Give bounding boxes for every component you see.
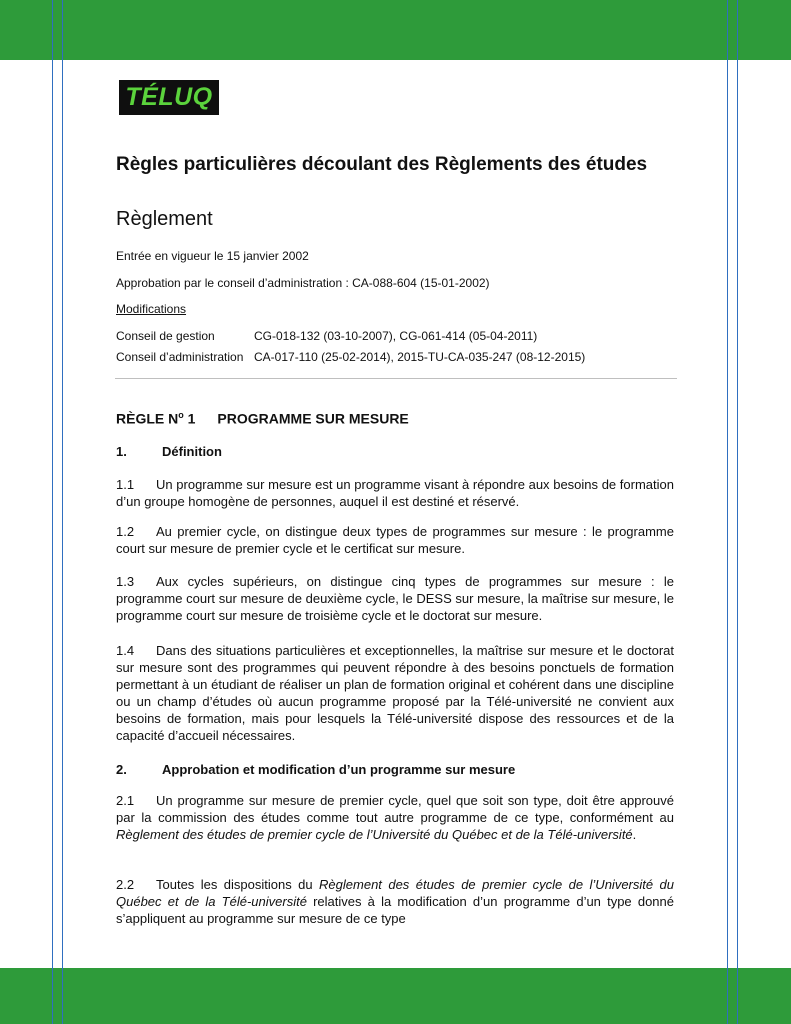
section-title: Définition xyxy=(162,444,222,459)
rule-number: 1 xyxy=(187,410,196,427)
modification-value: CG-018-132 (03-10-2007), CG-061-414 (05-04-2011) xyxy=(254,329,538,343)
horizontal-rule xyxy=(115,378,677,379)
modifications-title: Modifications xyxy=(116,302,187,316)
paragraph-number: 2.1 xyxy=(116,793,135,808)
paragraph-1-2 xyxy=(116,523,674,557)
modification-value: CA-017-110 (25-02-2014), 2015-TU-CA-035-247 (08-12-2015) xyxy=(254,350,586,364)
paragraph-number: 2.2 xyxy=(116,877,135,892)
paragraph-text-end: . xyxy=(632,827,637,842)
paragraph-text: Aux cycles supérieurs, on distingue cinq types de programmes sur mesure : le programme court sur mesure de deuxième cycle, le DESS sur mesure, la maîtrise sur mesure, le programme court sur mesure de troisième cycle et le doctorat sur mesure. xyxy=(116,574,674,623)
top-green-band xyxy=(0,0,791,60)
regulation-title: Règlement des études de premier cycle de l’Université du Québec et de la Télé-université xyxy=(116,877,674,909)
paragraph-text-end: relatives à la modification d’un programme d’un type donné s’appliquent au programme sur mesure de ce type xyxy=(116,894,674,926)
logo-text: TÉLUQ xyxy=(125,83,213,111)
rule-heading xyxy=(116,410,409,427)
rule-sup: o xyxy=(178,410,184,420)
paragraph-1-3 xyxy=(116,573,674,624)
paragraph-text: Un programme sur mesure est un programme visant à répondre aux besoins de formation d’un groupe homogène de personnes, auquel il est destiné et réservé. xyxy=(116,477,674,509)
paragraph-text: Dans des situations particulières et exceptionnelles, la maîtrise sur mesure et le doctorat sur mesure sont des programmes qui peuvent répondre à des besoins ponctuels de formation permettant à un étudiant de réaliser un plan de formation original et cohérent dans une discipline ou un champ d’études où aucun programme proposé par la Télé-université ne convient aux besoins de formation, mais pour lesquels la Télé-université dispose des ressources et de la capacité d’accueil nécessaires. xyxy=(116,643,674,743)
section-number: 2. xyxy=(116,762,127,777)
effective-date: Entrée en vigueur le 15 janvier 2002 xyxy=(116,249,309,263)
rule-title: PROGRAMME SUR MESURE xyxy=(217,410,409,427)
section-heading-2 xyxy=(116,762,515,777)
rule-prefix: RÈGLE N xyxy=(116,410,179,427)
modification-label: Conseil d’administration xyxy=(116,350,244,364)
margin-line-left-inner xyxy=(62,0,63,1024)
margin-line-right-outer xyxy=(737,0,738,1024)
paragraph-text: Au premier cycle, on distingue deux types de programmes sur mesure : le programme court sur mesure de premier cycle et le certificat sur mesure. xyxy=(116,524,674,556)
margin-line-right-inner xyxy=(727,0,728,1024)
paragraph-text: Un programme sur mesure de premier cycle, quel que soit son type, doit être approuvé par la commission des études comme tout autre programme de ce type, conformément au xyxy=(116,793,674,825)
modification-label: Conseil de gestion xyxy=(116,329,215,343)
section-number: 1. xyxy=(116,444,127,459)
paragraph-1-4 xyxy=(116,642,674,744)
bottom-green-band xyxy=(0,968,791,1024)
paragraph-1-1 xyxy=(116,476,674,510)
paragraph-number: 1.1 xyxy=(116,477,135,492)
section-heading-1 xyxy=(116,444,222,459)
teluq-logo xyxy=(119,80,219,115)
regulation-title: Règlement des études de premier cycle de l’Université du Québec et de la Télé-université xyxy=(116,827,633,842)
paragraph-number: 1.4 xyxy=(116,643,135,658)
margin-line-left-outer xyxy=(52,0,53,1024)
paragraph-number: 1.2 xyxy=(116,524,135,539)
document-title: Règles particulières découlant des Règlements des études xyxy=(116,154,648,175)
paragraph-number: 1.3 xyxy=(116,574,135,589)
paragraph-2-2 xyxy=(116,876,674,927)
approval-line: Approbation par le conseil d’administration : CA-088-604 (15-01-2002) xyxy=(116,276,490,290)
section-title: Approbation et modification d’un programme sur mesure xyxy=(162,762,516,777)
paragraph-text: Toutes les dispositions du xyxy=(156,877,320,892)
document-subtitle: Règlement xyxy=(116,208,213,230)
paragraph-2-1 xyxy=(116,792,674,843)
